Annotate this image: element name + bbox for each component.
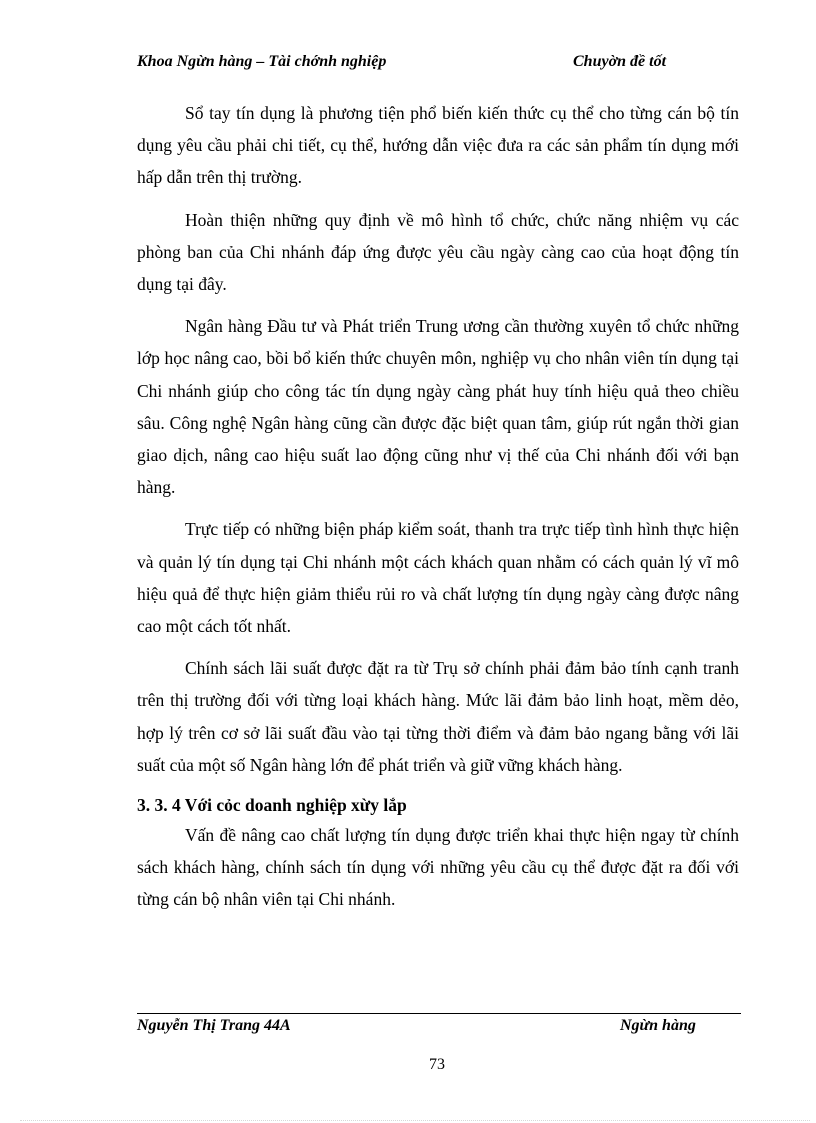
page-bottom-border: [20, 1120, 810, 1121]
footer-author: Nguyễn Thị Trang 44A: [137, 1017, 291, 1034]
footer-divider: [137, 1013, 741, 1014]
header-faculty: Khoa Ngừn hàng – Tài chớnh nghiệp: [137, 53, 387, 70]
paragraph-organization: Hoàn thiện những quy định về mô hình tổ chức, chức năng nhiệm vụ các phòng ban của Chi nhánh đáp ứng được yêu cầu ngày càng cao của hoạt động tín dụng tại đây.: [137, 209, 739, 295]
paragraph-supervision: Trực tiếp có những biện pháp kiểm soát, thanh tra trực tiếp tình hình thực hiện và quản lý tín dụng tại Chi nhánh một cách khách quan nhằm có cách quản lý vĩ mô hiệu quả để thực hiện giảm thiểu rủi ro và chất lượng tín dụng ngày càng được nâng cao một cách tốt nhất.: [137, 519, 739, 637]
header-report-title: Chuyờn đề tốt: [573, 53, 667, 70]
document-body: [137, 97, 739, 926]
paragraph-interest-policy: Chính sách lãi suất được đặt ra từ Trụ sở chính phải đảm bảo tính cạnh tranh trên thị trường đối với từng loại khách hàng. Mức lãi đảm bảo linh hoạt, mềm dẻo, hợp lý trên cơ sở lãi suất đầu vào tại từng thời điểm và đảm bảo ngang bằng với lãi suất của một số Ngân hàng lớn để phát triển và giữ vững khách hàng.: [137, 658, 739, 775]
section-heading: 3. 3. 4 Với cỏc doanh nghiệp xừy lắp: [137, 795, 407, 816]
paragraph-credit-handbook: Sổ tay tín dụng là phương tiện phổ biến kiến thức cụ thể cho từng cán bộ tín dụng yêu cầu phải chi tiết, cụ thể, hướng dẫn việc đưa ra các sản phẩm tín dụng mới hấp dẫn trên thị trường.: [137, 103, 739, 188]
footer-department: Ngừn hàng: [620, 1017, 696, 1034]
paragraph-training: Ngân hàng Đầu tư và Phát triển Trung ương cần thường xuyên tổ chức những lớp học nâng cao, bồi bổ kiến thức chuyên môn, nghiệp vụ cho nhân viên tín dụng tại Chi nhánh giúp cho công tác tín dụng ngày càng phát huy tính hiệu quả theo chiều sâu. Công nghệ Ngân hàng cũng cần được đặc biệt quan tâm, giúp rút ngắn thời gian giao dịch, nâng cao hiệu suất lao động cũng như vị thế của Chi nhánh đối với bạn hàng.: [137, 316, 739, 498]
page-number: 73: [429, 1056, 445, 1073]
paragraph-section-intro: Vấn đề nâng cao chất lượng tín dụng được triển khai thực hiện ngay từ chính sách khách hàng, chính sách tín dụng với những yêu cầu cụ thể được đặt ra đối với từng cán bộ nhân viên tại Chi nhánh.: [137, 825, 739, 910]
